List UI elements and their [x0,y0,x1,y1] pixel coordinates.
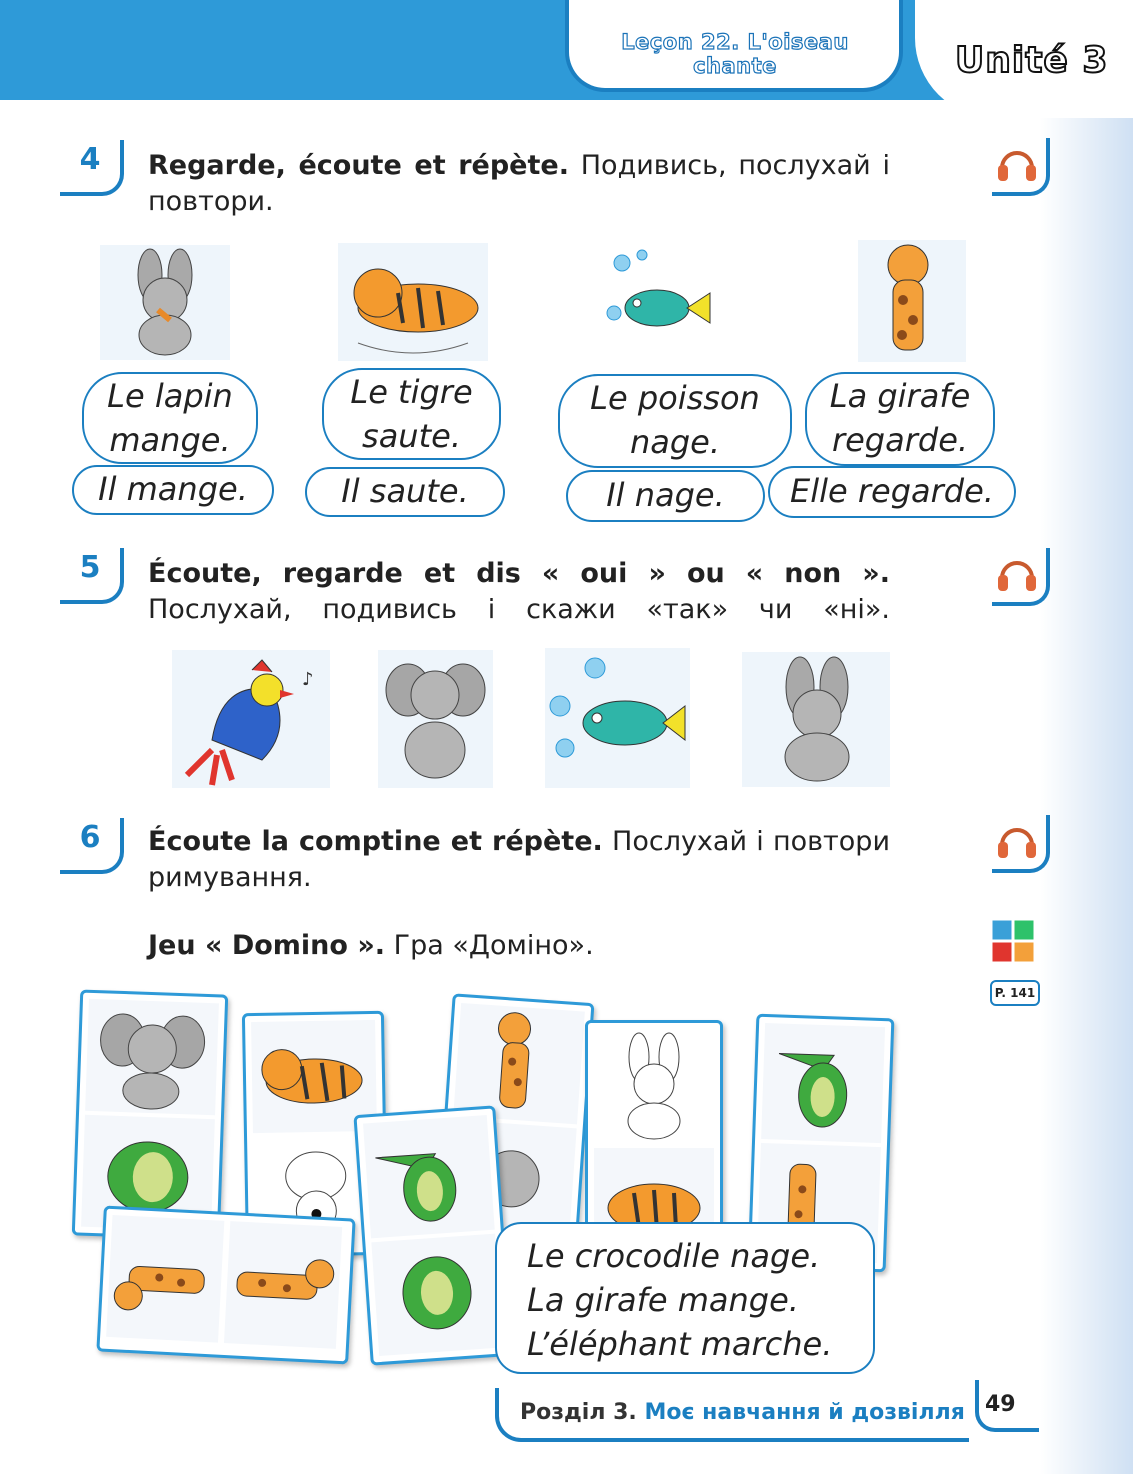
rhyme-line: Le crocodile nage. [527,1237,821,1275]
exercise-number: 4 [60,140,124,196]
elephant-icon [378,650,493,788]
instruction-fr: Écoute, regarde et dis « oui » ou « non ». [148,558,890,589]
giraffe-icon [106,1215,224,1343]
headphones-icon-graphic [992,815,1042,865]
side-band [1040,118,1133,1474]
bird-singing-picture [172,650,330,788]
headphones-icon[interactable] [992,815,1050,873]
instruction-uk: Послухай, подивись і скажи «так» чи «ні». [148,594,890,625]
tiger-icon [251,1020,377,1130]
fish-picture [545,648,690,788]
elephant-icon [85,999,219,1113]
page-ref-badge[interactable]: P. 141 [990,980,1040,1006]
rabbit-icon [100,245,230,360]
game-instruction [148,928,594,964]
bubble-line: La girafe [829,377,971,415]
bubble-line: Le poisson [590,379,760,417]
instruction-fr: Regarde, écoute et répète. [148,150,569,181]
rabbit-picture [742,652,890,787]
page-number: 49 [985,1392,1016,1417]
footer-section-title [520,1400,965,1425]
giraffe-icon [453,1003,584,1121]
pronoun-bubble: Il nage. [566,470,765,522]
rhyme-line: L’éléphant marche. [527,1325,833,1363]
domino-card-elephant-crocodile[interactable] [72,989,228,1240]
instruction-fr: Écoute la comptine et répète. [148,826,603,857]
domino-half [363,1115,495,1238]
elephant-picture [378,650,493,788]
sentence-bubble [558,374,792,468]
bubble-line: mange. [109,421,231,459]
rhyme-bubble [495,1222,875,1374]
domino-half [594,1029,714,1144]
bubble-line: nage. [629,423,721,461]
tiger-icon [338,243,488,361]
giraffe-icon [858,240,966,362]
domino-card-giraffe-giraffe[interactable] [96,1206,355,1365]
bubble-line: regarde. [831,421,969,459]
pronoun-bubble: Elle regarde. [768,466,1016,518]
fish-icon [592,243,722,361]
headphones-icon-graphic [992,548,1042,598]
game-title-fr: Jeu « Domino ». [148,930,386,961]
domino-half [371,1233,503,1356]
cubes-icon[interactable] [990,918,1036,978]
crocodile-icon [761,1023,885,1139]
game-title-uk: Гра «Доміно». [393,930,594,961]
exercise-number: 5 [60,548,124,604]
exercise-number: 6 [60,818,124,874]
rhyme-line: La girafe mange. [527,1281,799,1319]
unit-title: Unité 3 [955,40,1109,81]
fish-swimming-picture [592,243,722,361]
bird-icon [172,650,330,788]
domino-half [85,999,219,1115]
headphones-icon[interactable] [992,548,1050,606]
headphones-icon[interactable] [992,138,1050,196]
rabbit-icon [594,1029,714,1141]
domino-half [106,1215,224,1343]
bubble-line: Le tigre [350,373,473,411]
exercise-instruction [148,148,890,220]
crocodile-icon [363,1115,495,1235]
headphones-icon-graphic [992,138,1042,188]
instruction-uk: Подивись, послухай і повтори. [148,150,890,217]
sentence-bubble [805,372,995,466]
footer-section-name: Моє навчання й дозвілля [644,1400,965,1425]
bubble-line: saute. [362,417,461,455]
giraffe-looking-picture [858,240,966,362]
bubble-line: Le lapin [107,377,233,415]
sentence-bubble [82,372,258,464]
instruction-uk: Послухай і повтори римування. [148,826,890,893]
exercise-instruction [148,556,890,628]
footer-section-prefix: Розділ 3. [520,1400,637,1425]
tiger-jumping-picture [338,243,488,361]
sentence-bubble [322,368,501,460]
giraffe-icon [224,1221,342,1349]
rabbit-icon [742,652,890,787]
svg-text:♪: ♪ [302,669,314,690]
cubes-icon-graphic [990,918,1036,964]
pronoun-bubble: Il saute. [305,467,505,517]
crocodile-icon [371,1233,503,1353]
rabbit-eating-picture [100,245,230,360]
domino-half [224,1221,342,1349]
pronoun-bubble: Il mange. [72,465,274,515]
exercise-instruction [148,824,890,896]
fish-icon [545,648,690,788]
lesson-title: Leçon 22. L'oiseau chante [621,30,849,78]
domino-card-crocodile-crocodile[interactable] [353,1105,512,1365]
domino-half [761,1023,885,1143]
